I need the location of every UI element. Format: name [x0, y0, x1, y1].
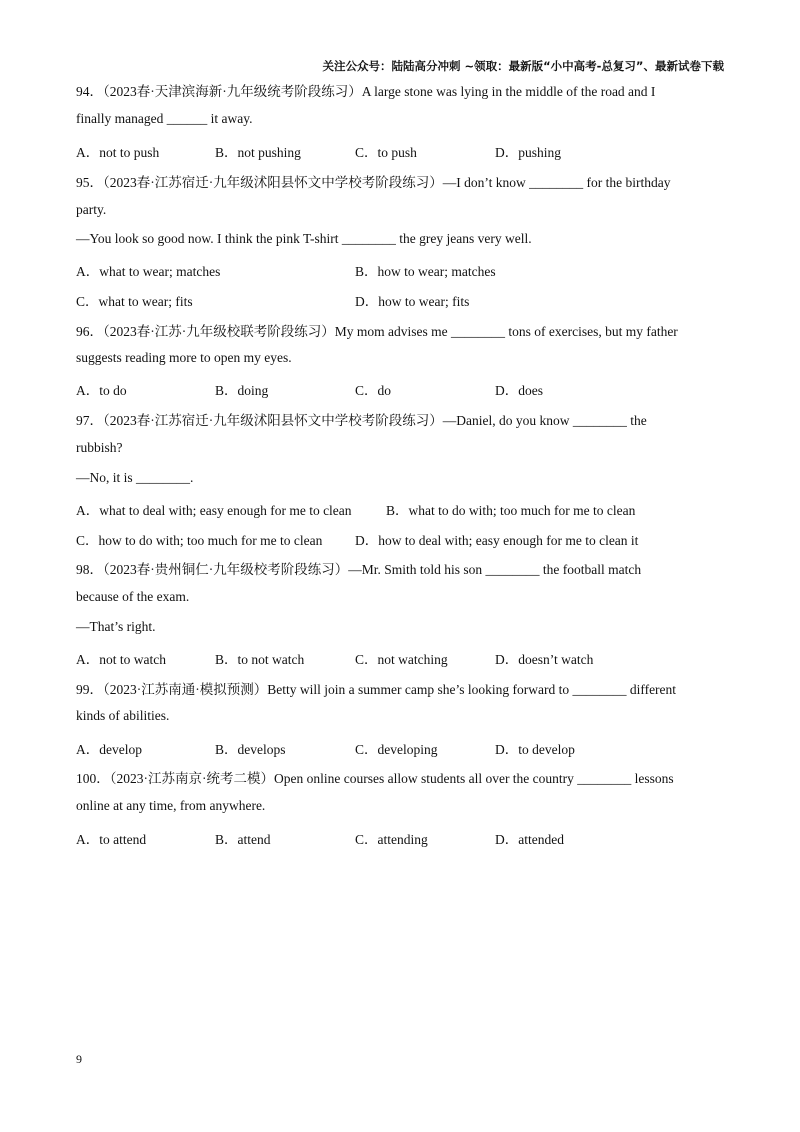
question-95-option-b: B．how to wear; matches — [355, 264, 496, 279]
question-94-line-1: 94．（2023春·天津滨海新·九年级统考阶段练习）A large stone was lying in the middle of the road and I — [76, 84, 656, 99]
question-99-line-1: 99．（2023·江苏南通·模拟预测）Betty will join a summer camp she’s looking forward to ________ different — [76, 682, 677, 697]
page-number: 9 — [76, 1052, 82, 1066]
question-94-option-d: D．pushing — [495, 145, 562, 160]
question-97-line-3: —No, it is ________. — [76, 470, 194, 485]
question-97-option-c: C．how to do with; too much for me to clean — [76, 533, 323, 548]
question-100-line-1: 100．（2023·江苏南京·统考二模）Open online courses allow students all over the country ________ lessons — [76, 771, 674, 786]
question-100-line-2: online at any time, from anywhere. — [76, 798, 266, 813]
page-header: 关注公众号：陆陆高分冲刺 ~领取：最新版“小中高考-总复习”、最新试卷下载 — [322, 59, 724, 73]
question-100-option-d: D．attended — [495, 832, 564, 847]
question-99-option-b: B．develops — [215, 742, 286, 757]
question-96-option-b: B．doing — [215, 383, 269, 398]
question-98-option-b: B．to not watch — [215, 652, 305, 667]
question-99-option-d: D．to develop — [495, 742, 575, 757]
question-97-line-2: rubbish? — [76, 440, 123, 455]
question-100-option-a: A．to attend — [76, 832, 147, 847]
question-94-option-c: C．to push — [355, 145, 417, 160]
question-95-option-a: A．what to wear; matches — [76, 264, 221, 279]
question-100-option-b: B．attend — [215, 832, 271, 847]
question-96-option-c: C．do — [355, 383, 392, 398]
question-98-line-2: because of the exam. — [76, 589, 190, 604]
question-97-option-b: B．what to do with; too much for me to clean — [386, 503, 636, 518]
question-95-line-2: party. — [76, 202, 107, 217]
question-98-line-1: 98．（2023春·贵州铜仁·九年级校考阶段练习）—Mr. Smith told his son ________ the football match — [76, 562, 642, 577]
question-98-option-d: D．doesn’t watch — [495, 652, 594, 667]
question-98-option-a: A．not to watch — [76, 652, 166, 667]
question-98-option-c: C．not watching — [355, 652, 448, 667]
question-97-line-1: 97．（2023春·江苏宿迁·九年级沭阳县怀文中学校考阶段练习）—Daniel, do you know ________ the — [76, 413, 647, 428]
question-95-line-1: 95．（2023春·江苏宿迁·九年级沭阳县怀文中学校考阶段练习）—I don’t know ________ for the birthday — [76, 175, 671, 190]
question-97-option-d: D．how to deal with; easy enough for me to clean it — [355, 533, 639, 548]
question-95-option-c: C．what to wear; fits — [76, 294, 193, 309]
question-96-option-a: A．to do — [76, 383, 127, 398]
question-94-option-b: B．not pushing — [215, 145, 301, 160]
question-96-line-2: suggests reading more to open my eyes. — [76, 350, 292, 365]
question-98-line-3: —That’s right. — [76, 619, 156, 634]
question-94-line-2: finally managed ______ it away. — [76, 111, 253, 126]
question-95-line-3: —You look so good now. I think the pink T-shirt ________ the grey jeans very well. — [76, 231, 532, 246]
question-99-option-a: A．develop — [76, 742, 142, 757]
question-96-line-1: 96．（2023春·江苏·九年级校联考阶段练习）My mom advises me ________ tons of exercises, but my father — [76, 324, 678, 339]
question-95-option-d: D．how to wear; fits — [355, 294, 470, 309]
question-99-option-c: C．developing — [355, 742, 438, 757]
question-99-line-2: kinds of abilities. — [76, 708, 170, 723]
question-97-option-a: A．what to deal with; easy enough for me to clean — [76, 503, 352, 518]
question-100-option-c: C．attending — [355, 832, 428, 847]
question-96-option-d: D．does — [495, 383, 543, 398]
question-94-option-a: A．not to push — [76, 145, 160, 160]
